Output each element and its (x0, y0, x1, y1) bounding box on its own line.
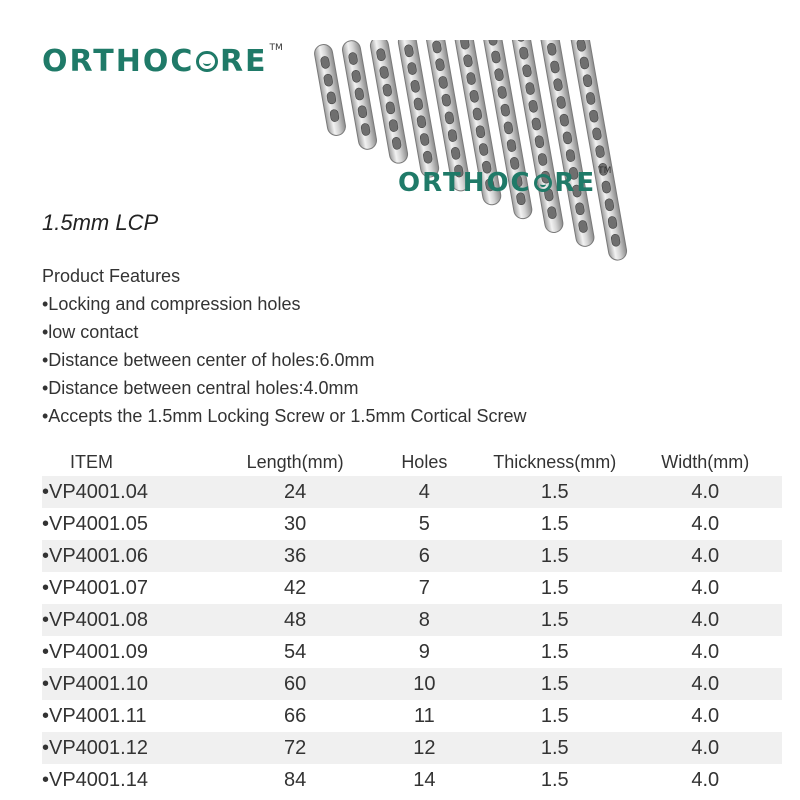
cell-item: •VP4001.12 (42, 732, 223, 764)
cell-item: •VP4001.07 (42, 576, 148, 599)
spec-table (42, 448, 782, 796)
spec-row (42, 700, 782, 732)
cell-length: 84 (283, 768, 307, 791)
watermark-o-mark-icon (534, 174, 553, 193)
cell-width: 4.0 (691, 576, 720, 599)
feature-item: •Accepts the 1.5mm Locking Screw or 1.5mm Cortical Screw (42, 406, 527, 426)
brand-name-suffix: RE (219, 44, 268, 79)
features-heading: Product Features (42, 266, 181, 286)
cell-holes: 12 (368, 732, 481, 764)
cell-item: •VP4001.14 (42, 768, 148, 791)
spec-row (42, 572, 782, 604)
cell-thickness: 1.5 (481, 476, 629, 508)
spec-row (42, 668, 782, 700)
cell-item: •VP4001.05 (42, 512, 148, 535)
cell-thickness: 1.5 (481, 732, 629, 764)
cell-holes: 10 (368, 668, 481, 700)
cell-thickness: 1.5 (481, 604, 629, 636)
product-title: 1.5mm LCP (42, 210, 159, 235)
spec-row (42, 604, 782, 636)
brand-o-mark-icon (196, 51, 218, 73)
bone-plate (313, 43, 347, 137)
cell-holes: 5 (418, 512, 430, 535)
spec-header-row (42, 448, 782, 476)
cell-item: •VP4001.04 (42, 476, 223, 508)
trademark-symbol: TM (269, 42, 283, 53)
cell-holes: 14 (413, 768, 436, 791)
cell-length: 42 (283, 576, 307, 599)
feature-item: •low contact (42, 322, 139, 342)
brand-watermark (398, 168, 611, 198)
cell-width: 4.0 (629, 540, 783, 572)
cell-holes: 11 (413, 704, 435, 727)
cell-thickness: 1.5 (540, 768, 569, 791)
spec-row (42, 540, 782, 572)
cell-holes: 4 (368, 476, 481, 508)
cell-item: •VP4001.09 (42, 640, 148, 663)
brand-logo (42, 44, 283, 79)
watermark-trademark: TM (598, 166, 612, 176)
cell-length: 66 (283, 704, 307, 727)
cell-width: 4.0 (691, 512, 720, 535)
cell-holes: 7 (418, 576, 430, 599)
product-features (42, 262, 526, 430)
cell-length: 36 (223, 540, 368, 572)
cell-holes: 6 (368, 540, 481, 572)
spec-row (42, 476, 782, 508)
cell-length: 72 (223, 732, 368, 764)
cell-item: •VP4001.06 (42, 540, 223, 572)
cell-width: 4.0 (691, 640, 720, 663)
cell-width: 4.0 (629, 604, 783, 636)
spec-row (42, 636, 782, 668)
cell-length: 60 (223, 668, 368, 700)
cell-item: •VP4001.11 (42, 704, 147, 727)
cell-thickness: 1.5 (481, 540, 629, 572)
cell-item: •VP4001.10 (42, 668, 223, 700)
cell-holes: 8 (368, 604, 481, 636)
cell-thickness: 1.5 (540, 640, 569, 663)
cell-width: 4.0 (629, 668, 783, 700)
header-holes: Holes (401, 451, 448, 472)
cell-width: 4.0 (629, 732, 783, 764)
cell-thickness: 1.5 (540, 576, 569, 599)
spec-row (42, 764, 782, 796)
cell-length: 30 (283, 512, 307, 535)
header-item: ITEM (70, 451, 113, 472)
feature-item: •Locking and compression holes (42, 294, 301, 314)
feature-item: •Distance between center of holes:6.0mm (42, 350, 375, 370)
cell-thickness: 1.5 (481, 668, 629, 700)
spec-row (42, 732, 782, 764)
header-width: Width(mm) (661, 451, 750, 472)
spec-row (42, 508, 782, 540)
cell-thickness: 1.5 (540, 512, 569, 535)
cell-holes: 9 (418, 640, 430, 663)
cell-thickness: 1.5 (540, 704, 569, 727)
header-length: Length(mm) (246, 451, 344, 472)
brand-name-prefix: ORTHOC (42, 44, 195, 79)
header-thickness: Thickness(mm) (493, 451, 617, 472)
cell-length: 48 (223, 604, 368, 636)
cell-width: 4.0 (691, 704, 720, 727)
cell-length: 24 (223, 476, 368, 508)
feature-item: •Distance between central holes:4.0mm (42, 378, 359, 398)
cell-item: •VP4001.08 (42, 604, 223, 636)
cell-width: 4.0 (691, 768, 720, 791)
watermark-name-suffix: RE (554, 168, 597, 198)
cell-width: 4.0 (629, 476, 783, 508)
watermark-name-prefix: ORTHOC (398, 168, 532, 198)
cell-length: 54 (283, 640, 307, 663)
